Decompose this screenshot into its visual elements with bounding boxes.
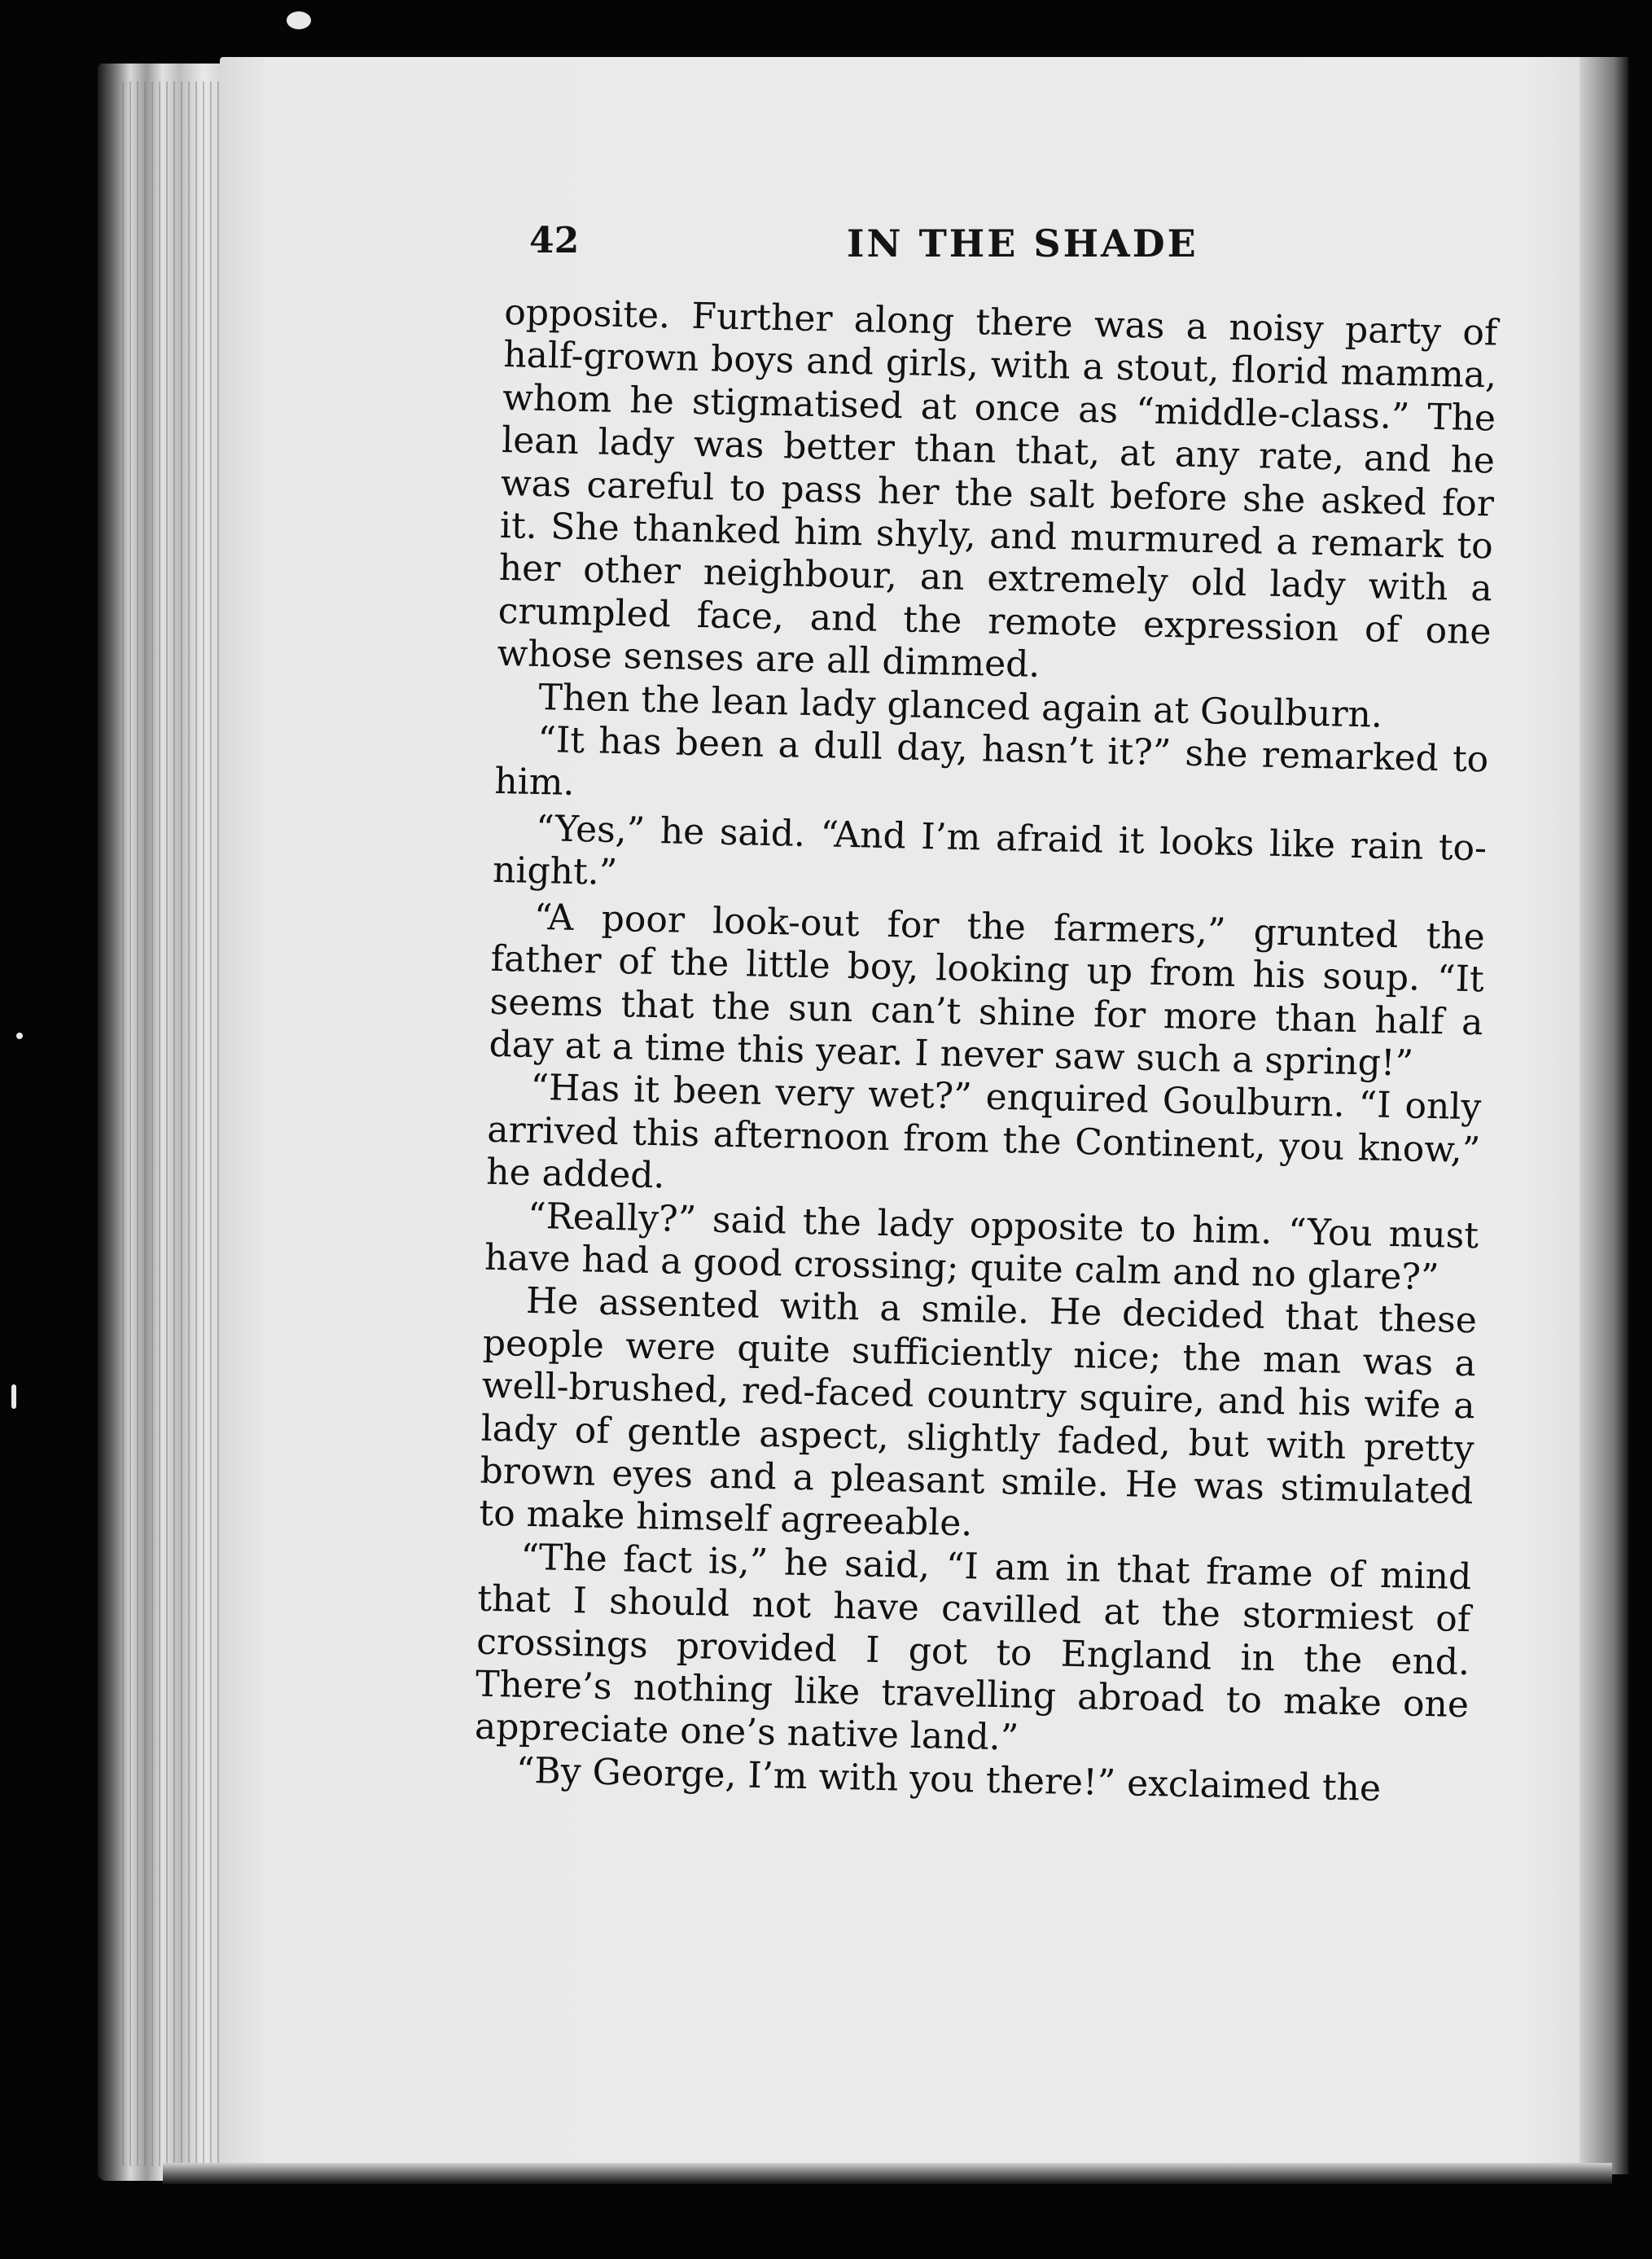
paragraph: “A poor look-out for the farmers,” grunted the father of the little boy, looking up from his soup. “It seems that the sun can’t shine for more than half a day at a time this year. I never saw such a spring!” bbox=[489, 896, 1486, 1085]
paragraph: “Really?” said the lady opposite to him. “You must have had a good crossing; quite calm and no glare?” bbox=[484, 1195, 1479, 1299]
paragraph: “By George, I’m with you there!” exclaimed the bbox=[515, 1749, 1382, 1809]
page-right-shadow bbox=[1580, 57, 1628, 2174]
dust-speck bbox=[11, 1384, 16, 1409]
page-number: 42 bbox=[529, 220, 580, 261]
dust-speck bbox=[287, 11, 311, 29]
paragraph: He assented with a smile. He decided that these people were quite sufficiently nice; the man was a well-brushed, red-faced country squire, and his wife a lady of gentle aspect, slightly faded, but with pretty brown eyes and a pleasant smile. He was stimulated to make himself agreeable. bbox=[479, 1280, 1478, 1545]
paragraph: “Yes,” he said. “And I’m afraid it looks like rain to-night.” bbox=[492, 807, 1488, 894]
paragraph: Then the lean lady glanced again at Goulburn. bbox=[538, 676, 1383, 736]
paragraph: “The fact is,” he said, “I am in that frame of mind that I should not have cavilled at the stormiest of crossings provided I got to England in the end. There’s nothing like travelling abroad to make one appreciate one’s native land.” bbox=[474, 1536, 1472, 1760]
paragraph: “Has it been very wet?” enquired Goulburn. “I only arrived this afternoon from the Continent, you know,” he added. bbox=[485, 1067, 1482, 1197]
paragraph: opposite. Further along there was a noisy party of half-grown boys and girls, with a stout, florid mamma, whom he stigmatised at once as “middle-class.” The lean lady was better than that, at any rate, and he was careful to pass her the salt before she asked for it. She thanked him shyly, and murmured a remark to her other neighbour, an extremely old lady with a crumpled face, and the remote expression of one whose senses are all dimmed. bbox=[497, 292, 1498, 686]
page-bottom-edge bbox=[163, 2163, 1612, 2184]
paragraph: “It has been a dull day, hasn’t it?” she remarked to him. bbox=[493, 719, 1489, 805]
dust-speck bbox=[16, 1033, 23, 1039]
running-head-title: IN THE SHADE bbox=[847, 222, 1198, 265]
body-text bbox=[473, 292, 1497, 1812]
running-head bbox=[489, 213, 1506, 270]
